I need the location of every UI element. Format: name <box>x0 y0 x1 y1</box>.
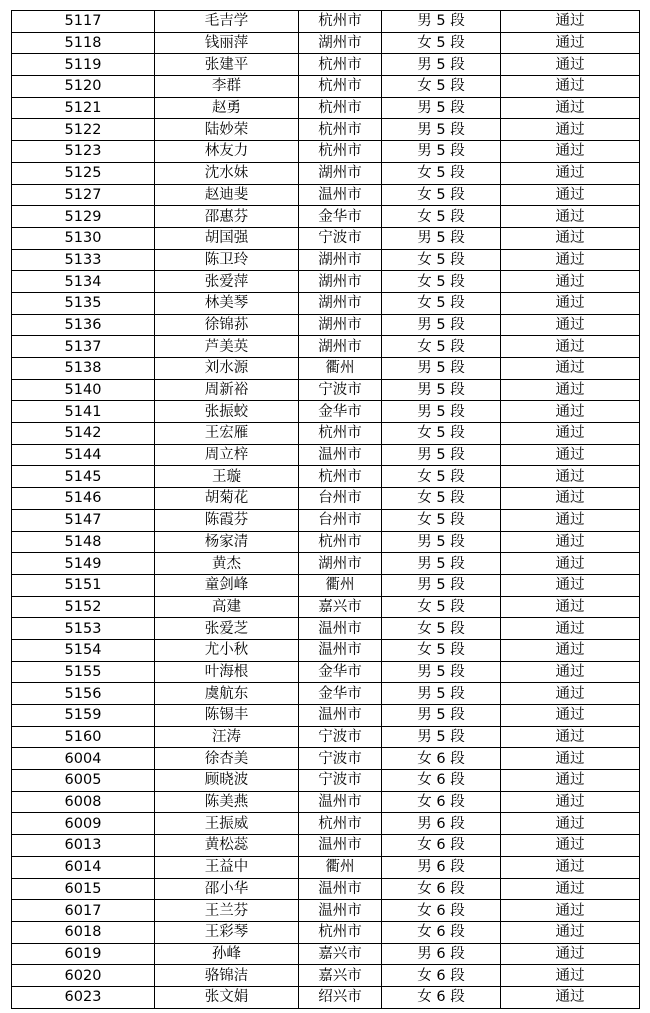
table-row <box>12 227 640 249</box>
table-row <box>12 184 640 206</box>
cell-name: 叶海根 <box>155 661 299 683</box>
table-row <box>12 292 640 314</box>
roster-table-body <box>12 11 640 1009</box>
cell-id: 5129 <box>12 206 155 228</box>
cell-name: 王兰芬 <box>155 900 299 922</box>
table-row <box>12 574 640 596</box>
cell-id: 6015 <box>12 878 155 900</box>
cell-grade: 女 5 段 <box>382 423 501 445</box>
cell-name: 杨家清 <box>155 531 299 553</box>
cell-result: 通过 <box>501 162 640 184</box>
cell-name: 邵小华 <box>155 878 299 900</box>
cell-id: 5118 <box>12 32 155 54</box>
cell-name: 童剑峰 <box>155 574 299 596</box>
cell-grade: 女 6 段 <box>382 965 501 987</box>
cell-result: 通过 <box>501 466 640 488</box>
table-row <box>12 705 640 727</box>
cell-result: 通过 <box>501 965 640 987</box>
cell-grade: 女 6 段 <box>382 921 501 943</box>
cell-name: 汪涛 <box>155 726 299 748</box>
table-row <box>12 444 640 466</box>
cell-result: 通过 <box>501 683 640 705</box>
table-row <box>12 921 640 943</box>
cell-city: 宁波市 <box>299 748 382 770</box>
cell-name: 沈水妹 <box>155 162 299 184</box>
cell-grade: 男 5 段 <box>382 97 501 119</box>
cell-grade: 男 5 段 <box>382 661 501 683</box>
cell-result: 通过 <box>501 423 640 445</box>
cell-id: 5134 <box>12 271 155 293</box>
cell-result: 通过 <box>501 379 640 401</box>
cell-name: 陈霞芬 <box>155 509 299 531</box>
cell-grade: 女 5 段 <box>382 271 501 293</box>
cell-city: 湖州市 <box>299 336 382 358</box>
table-row <box>12 856 640 878</box>
cell-city: 金华市 <box>299 401 382 423</box>
cell-grade: 男 5 段 <box>382 54 501 76</box>
cell-id: 5148 <box>12 531 155 553</box>
table-row <box>12 683 640 705</box>
cell-grade: 女 5 段 <box>382 618 501 640</box>
cell-id: 5140 <box>12 379 155 401</box>
cell-city: 绍兴市 <box>299 986 382 1008</box>
cell-name: 王彩琴 <box>155 921 299 943</box>
cell-id: 5144 <box>12 444 155 466</box>
cell-grade: 女 5 段 <box>382 206 501 228</box>
cell-result: 通过 <box>501 76 640 98</box>
cell-id: 5146 <box>12 488 155 510</box>
cell-grade: 女 5 段 <box>382 162 501 184</box>
cell-name: 王振威 <box>155 813 299 835</box>
cell-id: 5155 <box>12 661 155 683</box>
table-row <box>12 618 640 640</box>
cell-result: 通过 <box>501 705 640 727</box>
cell-name: 林友力 <box>155 141 299 163</box>
table-row <box>12 162 640 184</box>
cell-city: 台州市 <box>299 509 382 531</box>
cell-city: 衢州 <box>299 856 382 878</box>
cell-result: 通过 <box>501 184 640 206</box>
cell-result: 通过 <box>501 271 640 293</box>
cell-result: 通过 <box>501 141 640 163</box>
cell-city: 杭州市 <box>299 54 382 76</box>
table-row <box>12 639 640 661</box>
table-row <box>12 900 640 922</box>
table-row <box>12 770 640 792</box>
table-row <box>12 878 640 900</box>
cell-result: 通过 <box>501 358 640 380</box>
table-row <box>12 748 640 770</box>
cell-id: 5120 <box>12 76 155 98</box>
cell-grade: 男 6 段 <box>382 813 501 835</box>
table-row <box>12 791 640 813</box>
cell-name: 尤小秋 <box>155 639 299 661</box>
cell-result: 通过 <box>501 401 640 423</box>
table-row <box>12 943 640 965</box>
cell-name: 王宏雁 <box>155 423 299 445</box>
cell-grade: 女 6 段 <box>382 900 501 922</box>
cell-result: 通过 <box>501 227 640 249</box>
cell-grade: 女 5 段 <box>382 639 501 661</box>
cell-result: 通过 <box>501 748 640 770</box>
cell-result: 通过 <box>501 509 640 531</box>
cell-city: 温州市 <box>299 184 382 206</box>
cell-grade: 女 6 段 <box>382 791 501 813</box>
cell-city: 杭州市 <box>299 11 382 33</box>
cell-id: 6009 <box>12 813 155 835</box>
cell-grade: 女 5 段 <box>382 509 501 531</box>
cell-id: 5152 <box>12 596 155 618</box>
cell-name: 顾晓波 <box>155 770 299 792</box>
cell-city: 杭州市 <box>299 921 382 943</box>
cell-grade: 女 5 段 <box>382 184 501 206</box>
cell-id: 5154 <box>12 639 155 661</box>
table-row <box>12 466 640 488</box>
cell-id: 6019 <box>12 943 155 965</box>
cell-grade: 男 5 段 <box>382 531 501 553</box>
cell-city: 杭州市 <box>299 466 382 488</box>
cell-name: 张爱萍 <box>155 271 299 293</box>
cell-city: 衢州 <box>299 574 382 596</box>
cell-name: 陈卫玲 <box>155 249 299 271</box>
cell-result: 通过 <box>501 770 640 792</box>
cell-name: 赵迪斐 <box>155 184 299 206</box>
table-row <box>12 379 640 401</box>
table-row <box>12 986 640 1008</box>
table-row <box>12 97 640 119</box>
cell-city: 湖州市 <box>299 292 382 314</box>
cell-city: 湖州市 <box>299 32 382 54</box>
cell-grade: 男 5 段 <box>382 726 501 748</box>
cell-id: 5135 <box>12 292 155 314</box>
cell-name: 周新裕 <box>155 379 299 401</box>
cell-id: 6005 <box>12 770 155 792</box>
cell-id: 6004 <box>12 748 155 770</box>
cell-grade: 男 5 段 <box>382 444 501 466</box>
cell-name: 芦美英 <box>155 336 299 358</box>
cell-result: 通过 <box>501 292 640 314</box>
cell-name: 徐杏美 <box>155 748 299 770</box>
cell-result: 通过 <box>501 921 640 943</box>
cell-grade: 女 5 段 <box>382 596 501 618</box>
cell-name: 林美琴 <box>155 292 299 314</box>
cell-id: 6013 <box>12 835 155 857</box>
cell-id: 5125 <box>12 162 155 184</box>
cell-name: 毛吉学 <box>155 11 299 33</box>
cell-id: 5160 <box>12 726 155 748</box>
cell-id: 5127 <box>12 184 155 206</box>
cell-city: 杭州市 <box>299 119 382 141</box>
table-row <box>12 509 640 531</box>
cell-city: 台州市 <box>299 488 382 510</box>
table-row <box>12 314 640 336</box>
cell-city: 金华市 <box>299 683 382 705</box>
cell-name: 徐锦荪 <box>155 314 299 336</box>
table-row <box>12 358 640 380</box>
cell-grade: 男 5 段 <box>382 119 501 141</box>
cell-id: 6023 <box>12 986 155 1008</box>
cell-city: 宁波市 <box>299 227 382 249</box>
cell-result: 通过 <box>501 813 640 835</box>
cell-result: 通过 <box>501 574 640 596</box>
cell-city: 衢州 <box>299 358 382 380</box>
cell-city: 杭州市 <box>299 813 382 835</box>
cell-city: 杭州市 <box>299 531 382 553</box>
table-row <box>12 76 640 98</box>
cell-grade: 女 6 段 <box>382 878 501 900</box>
table-row <box>12 206 640 228</box>
cell-city: 温州市 <box>299 444 382 466</box>
roster-sheet <box>11 10 639 1009</box>
cell-name: 李群 <box>155 76 299 98</box>
table-row <box>12 11 640 33</box>
cell-grade: 男 5 段 <box>382 553 501 575</box>
cell-name: 胡菊花 <box>155 488 299 510</box>
cell-result: 通过 <box>501 119 640 141</box>
table-row <box>12 32 640 54</box>
cell-id: 5145 <box>12 466 155 488</box>
cell-city: 湖州市 <box>299 314 382 336</box>
table-row <box>12 488 640 510</box>
cell-name: 张文娟 <box>155 986 299 1008</box>
cell-result: 通过 <box>501 878 640 900</box>
cell-grade: 女 6 段 <box>382 986 501 1008</box>
cell-result: 通过 <box>501 618 640 640</box>
cell-result: 通过 <box>501 314 640 336</box>
cell-result: 通过 <box>501 249 640 271</box>
cell-name: 陈锡丰 <box>155 705 299 727</box>
cell-grade: 男 5 段 <box>382 401 501 423</box>
table-row <box>12 249 640 271</box>
cell-name: 陈美燕 <box>155 791 299 813</box>
cell-city: 温州市 <box>299 900 382 922</box>
table-row <box>12 596 640 618</box>
cell-id: 5147 <box>12 509 155 531</box>
cell-id: 6008 <box>12 791 155 813</box>
cell-result: 通过 <box>501 531 640 553</box>
cell-result: 通过 <box>501 856 640 878</box>
cell-grade: 男 5 段 <box>382 683 501 705</box>
cell-name: 骆锦洁 <box>155 965 299 987</box>
cell-name: 虞航东 <box>155 683 299 705</box>
table-row <box>12 423 640 445</box>
cell-grade: 女 6 段 <box>382 770 501 792</box>
cell-result: 通过 <box>501 97 640 119</box>
cell-city: 湖州市 <box>299 271 382 293</box>
cell-result: 通过 <box>501 835 640 857</box>
cell-city: 杭州市 <box>299 423 382 445</box>
cell-name: 张振蛟 <box>155 401 299 423</box>
cell-city: 嘉兴市 <box>299 965 382 987</box>
cell-grade: 男 5 段 <box>382 314 501 336</box>
table-row <box>12 141 640 163</box>
cell-city: 温州市 <box>299 639 382 661</box>
cell-city: 温州市 <box>299 705 382 727</box>
cell-city: 宁波市 <box>299 726 382 748</box>
cell-city: 杭州市 <box>299 76 382 98</box>
cell-result: 通过 <box>501 444 640 466</box>
cell-result: 通过 <box>501 661 640 683</box>
cell-name: 王璇 <box>155 466 299 488</box>
cell-result: 通过 <box>501 206 640 228</box>
cell-grade: 女 5 段 <box>382 32 501 54</box>
cell-name: 邵惠芬 <box>155 206 299 228</box>
table-row <box>12 726 640 748</box>
cell-grade: 男 5 段 <box>382 358 501 380</box>
cell-id: 5137 <box>12 336 155 358</box>
table-row <box>12 965 640 987</box>
cell-id: 5159 <box>12 705 155 727</box>
cell-result: 通过 <box>501 32 640 54</box>
roster-table <box>11 10 640 1009</box>
cell-id: 5133 <box>12 249 155 271</box>
cell-id: 6017 <box>12 900 155 922</box>
cell-grade: 男 5 段 <box>382 141 501 163</box>
cell-name: 张爱芝 <box>155 618 299 640</box>
cell-city: 宁波市 <box>299 379 382 401</box>
cell-result: 通过 <box>501 900 640 922</box>
cell-name: 胡国强 <box>155 227 299 249</box>
table-row <box>12 813 640 835</box>
cell-grade: 女 5 段 <box>382 249 501 271</box>
cell-id: 5156 <box>12 683 155 705</box>
cell-result: 通过 <box>501 943 640 965</box>
cell-result: 通过 <box>501 986 640 1008</box>
cell-grade: 女 5 段 <box>382 336 501 358</box>
cell-id: 5136 <box>12 314 155 336</box>
cell-result: 通过 <box>501 336 640 358</box>
cell-name: 周立梓 <box>155 444 299 466</box>
cell-result: 通过 <box>501 791 640 813</box>
cell-name: 赵勇 <box>155 97 299 119</box>
cell-grade: 女 5 段 <box>382 76 501 98</box>
table-row <box>12 835 640 857</box>
cell-id: 5117 <box>12 11 155 33</box>
cell-city: 温州市 <box>299 878 382 900</box>
cell-grade: 男 5 段 <box>382 705 501 727</box>
cell-city: 湖州市 <box>299 553 382 575</box>
cell-name: 黄杰 <box>155 553 299 575</box>
cell-grade: 女 5 段 <box>382 466 501 488</box>
table-row <box>12 271 640 293</box>
cell-name: 孙峰 <box>155 943 299 965</box>
cell-city: 金华市 <box>299 206 382 228</box>
cell-id: 5123 <box>12 141 155 163</box>
cell-id: 5142 <box>12 423 155 445</box>
cell-result: 通过 <box>501 488 640 510</box>
cell-id: 6014 <box>12 856 155 878</box>
cell-city: 湖州市 <box>299 249 382 271</box>
cell-city: 温州市 <box>299 835 382 857</box>
cell-id: 5121 <box>12 97 155 119</box>
table-row <box>12 119 640 141</box>
table-row <box>12 401 640 423</box>
cell-city: 杭州市 <box>299 97 382 119</box>
cell-id: 5122 <box>12 119 155 141</box>
table-row <box>12 336 640 358</box>
table-row <box>12 531 640 553</box>
cell-id: 5151 <box>12 574 155 596</box>
cell-name: 张建平 <box>155 54 299 76</box>
cell-id: 5141 <box>12 401 155 423</box>
cell-name: 王益中 <box>155 856 299 878</box>
cell-grade: 男 5 段 <box>382 227 501 249</box>
cell-name: 陆妙荣 <box>155 119 299 141</box>
cell-city: 嘉兴市 <box>299 943 382 965</box>
cell-id: 6020 <box>12 965 155 987</box>
cell-result: 通过 <box>501 54 640 76</box>
cell-city: 宁波市 <box>299 770 382 792</box>
cell-id: 5153 <box>12 618 155 640</box>
cell-grade: 男 6 段 <box>382 856 501 878</box>
table-row <box>12 54 640 76</box>
cell-result: 通过 <box>501 726 640 748</box>
cell-grade: 女 6 段 <box>382 835 501 857</box>
cell-result: 通过 <box>501 596 640 618</box>
cell-grade: 男 5 段 <box>382 574 501 596</box>
table-row <box>12 661 640 683</box>
cell-name: 高建 <box>155 596 299 618</box>
cell-id: 5138 <box>12 358 155 380</box>
cell-grade: 男 6 段 <box>382 943 501 965</box>
cell-city: 温州市 <box>299 618 382 640</box>
cell-grade: 女 6 段 <box>382 748 501 770</box>
cell-city: 杭州市 <box>299 141 382 163</box>
cell-city: 湖州市 <box>299 162 382 184</box>
cell-city: 嘉兴市 <box>299 596 382 618</box>
cell-result: 通过 <box>501 553 640 575</box>
cell-grade: 男 5 段 <box>382 379 501 401</box>
cell-name: 黄松蕊 <box>155 835 299 857</box>
cell-id: 5149 <box>12 553 155 575</box>
cell-name: 刘水源 <box>155 358 299 380</box>
cell-grade: 女 5 段 <box>382 292 501 314</box>
cell-result: 通过 <box>501 11 640 33</box>
table-row <box>12 553 640 575</box>
cell-city: 温州市 <box>299 791 382 813</box>
cell-grade: 男 5 段 <box>382 11 501 33</box>
cell-id: 6018 <box>12 921 155 943</box>
cell-name: 钱丽萍 <box>155 32 299 54</box>
cell-id: 5130 <box>12 227 155 249</box>
cell-result: 通过 <box>501 639 640 661</box>
cell-grade: 女 5 段 <box>382 488 501 510</box>
cell-city: 金华市 <box>299 661 382 683</box>
cell-id: 5119 <box>12 54 155 76</box>
